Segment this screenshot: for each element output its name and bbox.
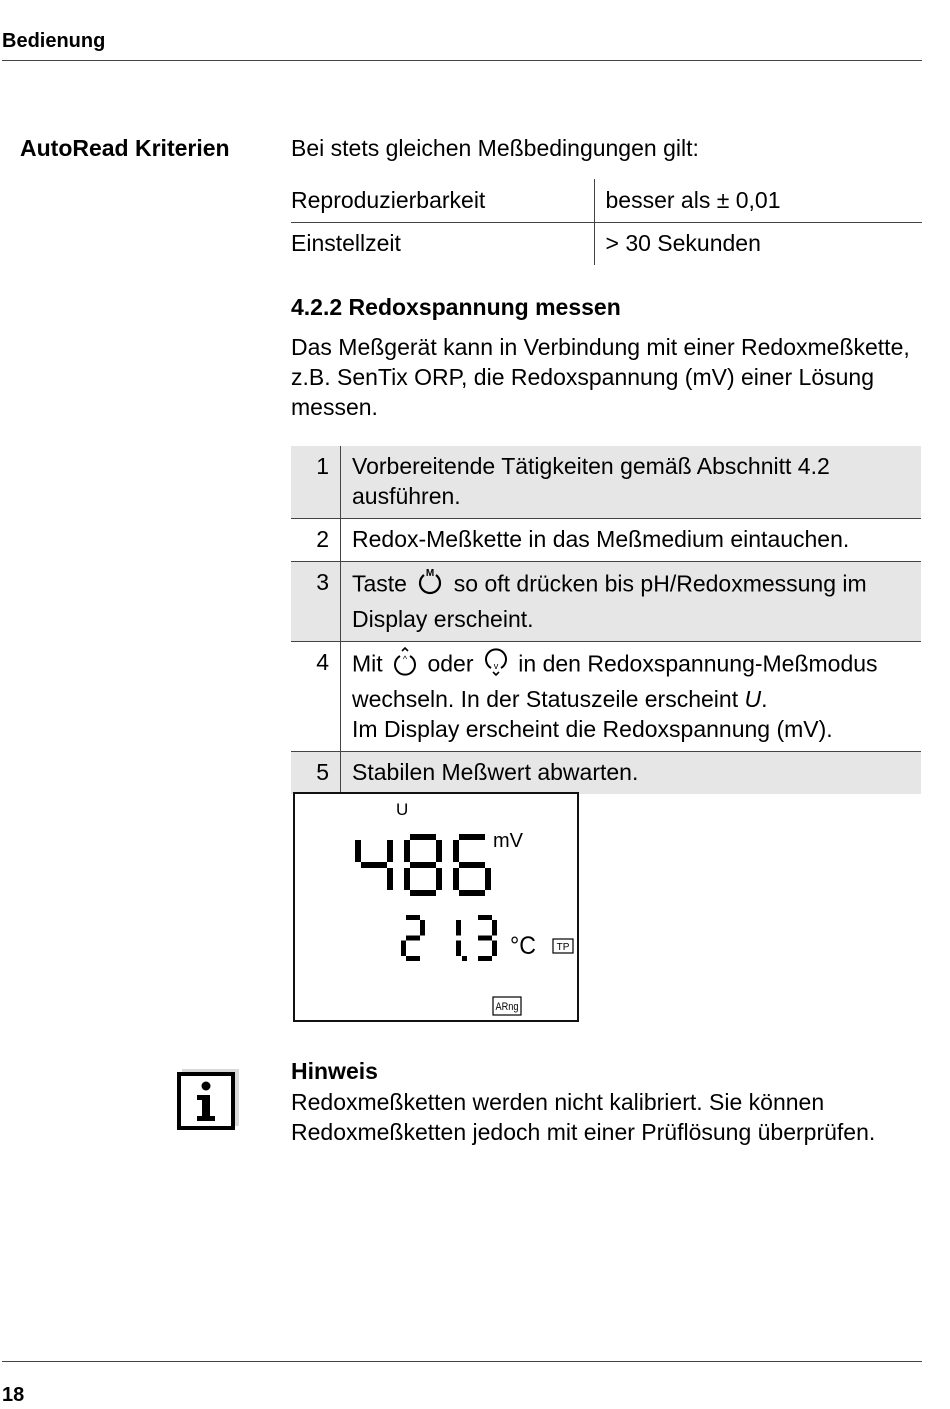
autoread-intro: Bei stets gleichen Meßbedingungen gilt: — [291, 135, 699, 161]
lcd-segment — [401, 941, 406, 957]
note-title: Hinweis — [291, 1058, 378, 1084]
down-key-icon — [482, 647, 510, 684]
mode-key-letter: M — [426, 568, 435, 579]
step-text-line3: Im Display erscheint die Redoxspannung (mV). — [352, 716, 833, 742]
lcd-segment — [406, 915, 420, 920]
lcd-temperature — [401, 915, 497, 961]
lcd-segment — [485, 868, 491, 890]
lcd-svg — [295, 794, 577, 1020]
arng-indicator: ARng — [495, 1001, 519, 1013]
lcd-segment — [453, 840, 459, 862]
step-text: Vorbereitende Tätigkeiten gemäß Abschnitt 4.2 ausführen. — [352, 453, 830, 509]
lcd-segment — [406, 936, 420, 941]
lcd-segment — [478, 936, 492, 941]
lcd-segment — [361, 862, 387, 868]
step-row — [291, 518, 921, 561]
header-rule — [2, 60, 922, 61]
lcd-temp-unit: °C — [510, 932, 536, 960]
procedure-steps — [291, 446, 921, 794]
info-icon — [177, 1069, 239, 1136]
lcd-display — [293, 792, 579, 1022]
lcd-status-indicator: U — [396, 800, 409, 819]
running-header: Bedienung — [2, 30, 106, 52]
step-text — [341, 562, 921, 641]
up-key-letter: ^ — [402, 654, 408, 664]
down-key-letter: v — [493, 661, 499, 671]
note-text: Redoxmeßketten werden nicht kalibriert. Sie können Redoxmeßketten jedoch mit einer Prüflösung überprüfen. — [291, 1089, 876, 1145]
lcd-segment — [410, 834, 436, 840]
criteria-value: besser als ± 0,01 — [594, 179, 922, 222]
step-text-post: so oft drücken bis pH/Redoxmessung im Display erscheint. — [352, 570, 867, 632]
lcd-segment — [459, 862, 485, 868]
up-key-icon — [391, 647, 419, 684]
lcd-segment — [410, 890, 436, 896]
lcd-segment — [459, 834, 485, 840]
lcd-segment — [355, 840, 361, 862]
lcd-segment — [420, 920, 425, 936]
criteria-label: Reproduzierbarkeit — [291, 179, 594, 222]
table-row — [291, 222, 922, 265]
lcd-unit: mV — [493, 830, 523, 852]
status-symbol: U — [744, 686, 762, 712]
criteria-value: > 30 Sekunden — [594, 222, 922, 265]
section-paragraph: Das Meßgerät kann in Verbindung mit einer Redoxmeßkette, z.B. SenTix ORP, die Redoxspannung (mV) einer Lösung messen. — [291, 334, 910, 420]
step-text-period: . — [761, 686, 768, 712]
lcd-segment — [436, 868, 442, 890]
step-number: 1 — [291, 446, 341, 518]
lcd-segment — [456, 920, 461, 936]
lcd-segment — [478, 956, 492, 961]
step-text: Stabilen Meßwert abwarten. — [352, 759, 639, 785]
lcd-segment — [453, 868, 459, 890]
step-row — [291, 641, 921, 751]
mode-key-icon — [415, 567, 445, 604]
lcd-segment — [387, 868, 393, 890]
page-number: 18 — [2, 1384, 25, 1406]
step-row — [291, 446, 921, 518]
tp-indicator: TP — [556, 942, 570, 953]
step-row — [291, 751, 921, 794]
table-row — [291, 179, 922, 222]
step-text-pre: Taste — [352, 570, 407, 597]
section-title: 4.2.2 Redoxspannung messen — [291, 294, 621, 320]
step-row — [291, 561, 921, 641]
step-text-mid: oder — [427, 650, 474, 677]
lcd-main-value — [355, 834, 491, 896]
lcd-segment — [410, 862, 436, 868]
lcd-segment — [404, 840, 410, 862]
step-number: 3 — [291, 562, 341, 641]
step-text: Redox-Meßkette in das Meßmedium eintauchen. — [352, 526, 850, 552]
lcd-segment — [459, 890, 485, 896]
autoread-criteria-table — [291, 179, 922, 265]
lcd-segment — [406, 956, 420, 961]
side-heading: AutoRead Kriterien — [20, 135, 230, 161]
lcd-segment — [436, 840, 442, 862]
lcd-segment — [456, 941, 461, 957]
lcd-segment — [492, 941, 497, 957]
lcd-segment — [478, 915, 492, 920]
lcd-segment — [387, 840, 393, 862]
step-number: 5 — [291, 752, 341, 794]
step-text-post: in den Redoxspannung-Meßmodus wechseln. In der Statuszeile erscheint — [352, 650, 878, 712]
step-text-pre: Mit — [352, 650, 383, 677]
step-number: 2 — [291, 519, 341, 561]
criteria-label: Einstellzeit — [291, 230, 401, 257]
lcd-decimal-point — [462, 956, 467, 961]
step-number: 4 — [291, 642, 341, 751]
lcd-segment — [492, 920, 497, 936]
lcd-segment — [404, 868, 410, 890]
footer-rule — [2, 1361, 922, 1362]
step-text — [341, 642, 921, 751]
